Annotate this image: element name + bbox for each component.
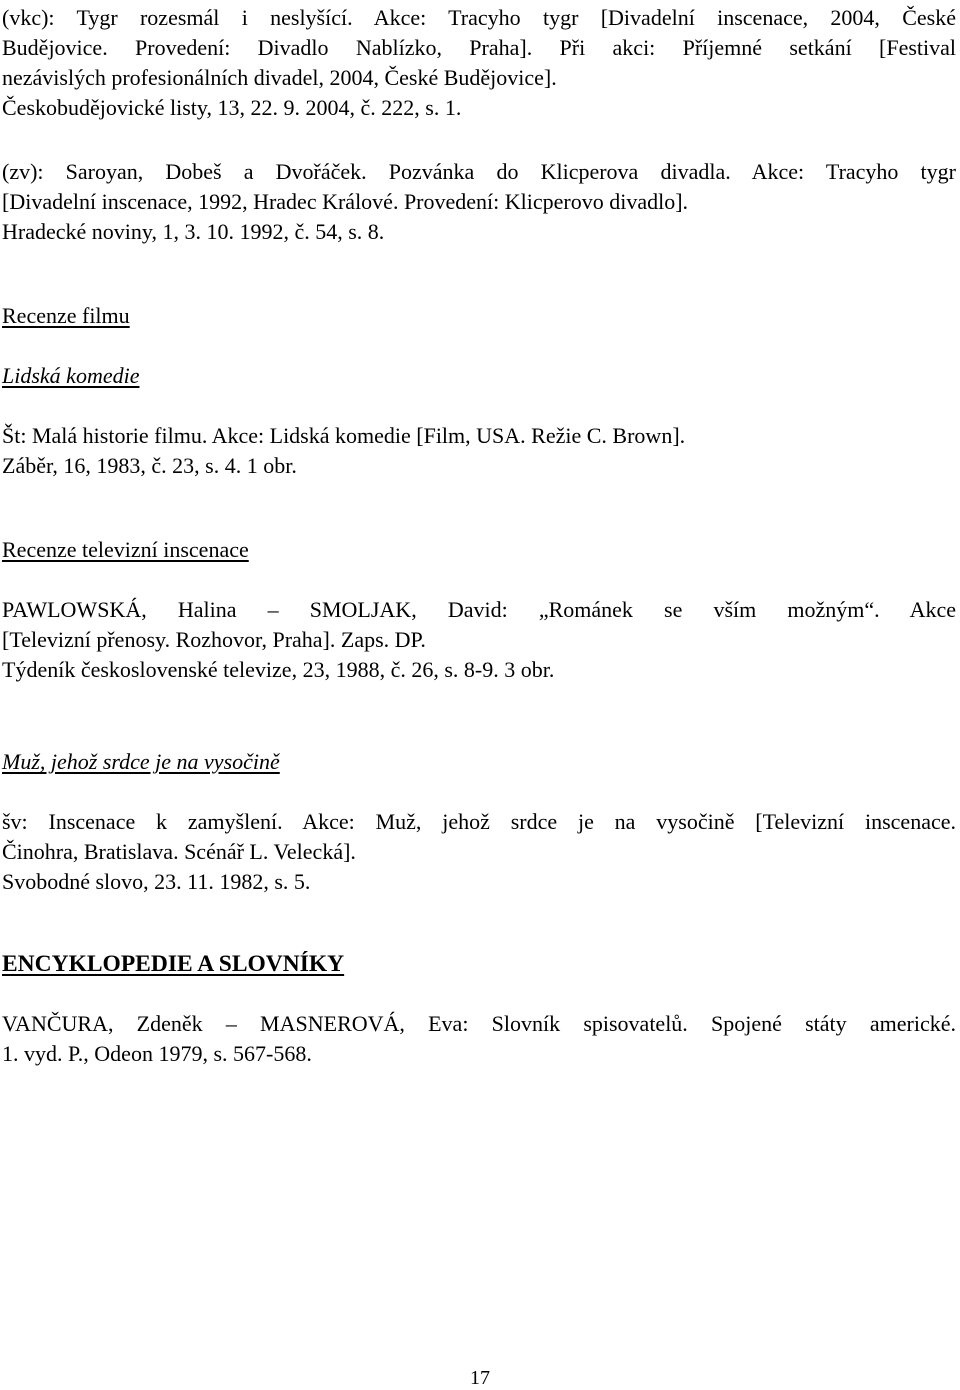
section-heading-encyclopedias: ENCYKLOPEDIE A SLOVNÍKY bbox=[2, 951, 345, 977]
entry-tv-sv bbox=[2, 807, 956, 897]
text-line: [Divadelní inscenace, 1992, Hradec Králové. Provedení: Klicperovo divadlo]. bbox=[2, 189, 689, 214]
text-line: (vkc): Tygr rozesmál i neslyšící. Akce: Tracyho tygr [Divadelní inscenace, 2004, České bbox=[2, 5, 956, 30]
entry-tv-pawlowska bbox=[2, 595, 956, 685]
tv-title-heading: Muž, jehož srdce je na vysočině bbox=[2, 749, 280, 774]
text-line: Záběr, 16, 1983, č. 23, s. 4. 1 obr. bbox=[2, 453, 297, 478]
text-line: Českobudějovické listy, 13, 22. 9. 2004, č. 222, s. 1. bbox=[2, 95, 462, 120]
section-heading-film-review: Recenze filmu bbox=[2, 303, 130, 328]
text-line: Budějovice. Provedení: Divadlo Nablízko, Praha]. Při akci: Příjemné setkání [Festival bbox=[2, 35, 956, 60]
entry-film bbox=[2, 421, 956, 481]
text-line: [Televizní přenosy. Rozhovor, Praha]. Zaps. DP. bbox=[2, 627, 426, 652]
document-page bbox=[2, 3, 956, 1069]
entry-vkc bbox=[2, 3, 956, 123]
entry-zv bbox=[2, 157, 956, 247]
page-number: 17 bbox=[470, 1367, 490, 1389]
entry-encyclopedia bbox=[2, 1009, 956, 1069]
text-line: Št: Malá historie filmu. Akce: Lidská komedie [Film, USA. Režie C. Brown]. bbox=[2, 423, 686, 448]
text-line: nezávislých profesionálních divadel, 2004, České Budějovice]. bbox=[2, 65, 557, 90]
text-line: Týdeník československé televize, 23, 1988, č. 26, s. 8-9. 3 obr. bbox=[2, 657, 555, 682]
text-line: šv: Inscenace k zamyšlení. Akce: Muž, jehož srdce je na vysočině [Televizní inscenace. bbox=[2, 809, 956, 834]
text-line: Hradecké noviny, 1, 3. 10. 1992, č. 54, s. 8. bbox=[2, 219, 385, 244]
text-line: PAWLOWSKÁ, Halina – SMOLJAK, David: „Románek se vším možným“. Akce bbox=[2, 597, 956, 622]
text-line: (zv): Saroyan, Dobeš a Dvořáček. Pozvánka do Klicperova divadla. Akce: Tracyho tygr bbox=[2, 159, 956, 184]
text-line: 1. vyd. P., Odeon 1979, s. 567-568. bbox=[2, 1041, 312, 1066]
text-line: Svobodné slovo, 23. 11. 1982, s. 5. bbox=[2, 869, 311, 894]
film-title-heading: Lidská komedie bbox=[2, 363, 140, 388]
section-heading-tv-review: Recenze televizní inscenace bbox=[2, 537, 249, 562]
text-line: Činohra, Bratislava. Scénář L. Velecká]. bbox=[2, 839, 356, 864]
text-line: VANČURA, Zdeněk – MASNEROVÁ, Eva: Slovník spisovatelů. Spojené státy americké. bbox=[2, 1011, 956, 1036]
